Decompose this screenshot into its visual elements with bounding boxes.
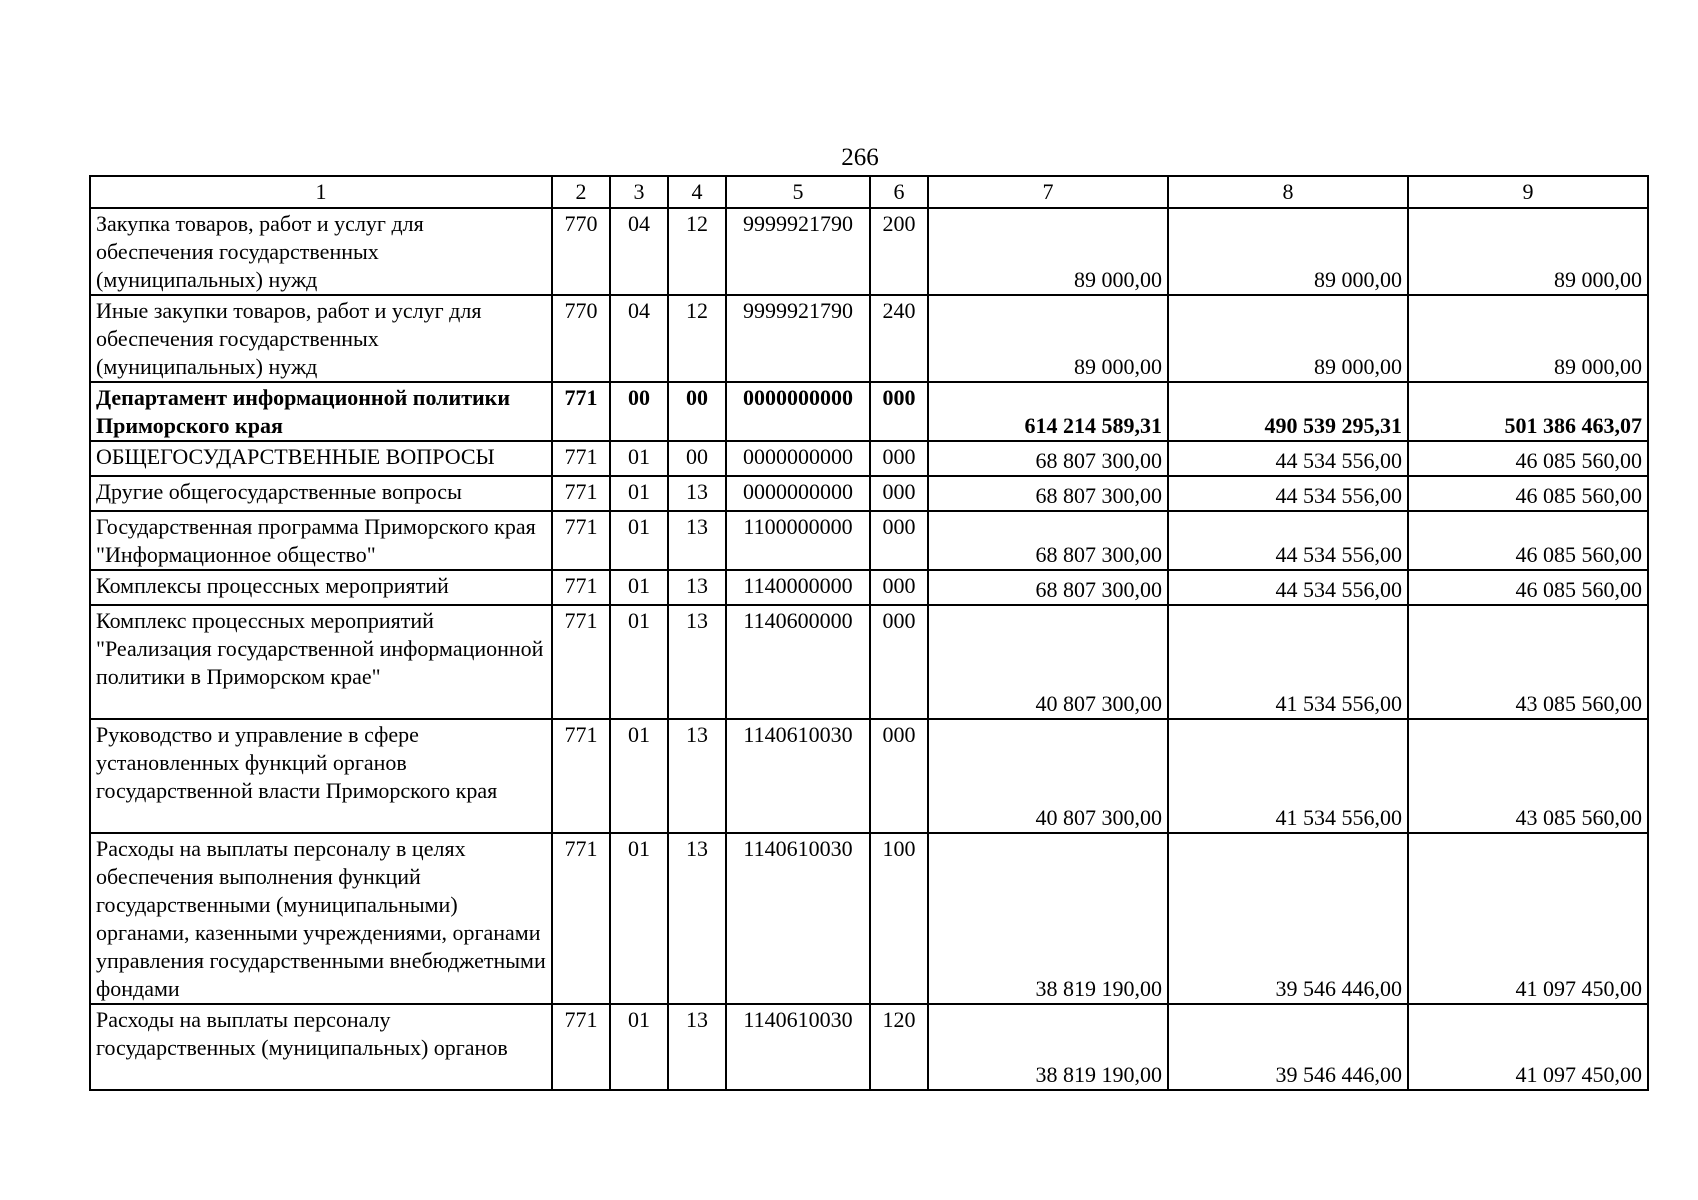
row-ministry-code: 770 <box>552 208 610 295</box>
row-target-code: 1140610030 <box>726 1004 870 1090</box>
row-name: Другие общегосударственные вопросы <box>90 476 552 511</box>
row-amount-col-9: 43 085 560,00 <box>1408 719 1648 833</box>
row-section-code: 00 <box>610 382 668 441</box>
row-amount-col-7: 38 819 190,00 <box>928 833 1168 1004</box>
row-subsection-code: 13 <box>668 1004 726 1090</box>
table-header <box>90 176 1648 208</box>
row-section-code: 01 <box>610 476 668 511</box>
table-row <box>90 570 1648 605</box>
row-name: Комплекс процессных мероприятий "Реализация государственной информационной политики в Приморском крае" <box>90 605 552 719</box>
header-col-7: 7 <box>928 176 1168 208</box>
row-target-code: 1140610030 <box>726 833 870 1004</box>
row-name: Департамент информационной политики Приморского края <box>90 382 552 441</box>
row-amount-col-7: 89 000,00 <box>928 295 1168 382</box>
row-subsection-code: 13 <box>668 605 726 719</box>
table-row <box>90 719 1648 833</box>
row-ministry-code: 771 <box>552 833 610 1004</box>
row-ministry-code: 771 <box>552 511 610 570</box>
row-ministry-code: 771 <box>552 570 610 605</box>
row-amount-col-9: 46 085 560,00 <box>1408 511 1648 570</box>
row-amount-col-8: 41 534 556,00 <box>1168 719 1408 833</box>
row-amount-col-9: 89 000,00 <box>1408 208 1648 295</box>
row-amount-col-7: 40 807 300,00 <box>928 719 1168 833</box>
row-expense-type-code: 000 <box>870 719 928 833</box>
row-subsection-code: 00 <box>668 441 726 476</box>
row-expense-type-code: 000 <box>870 382 928 441</box>
row-amount-col-9: 89 000,00 <box>1408 295 1648 382</box>
row-expense-type-code: 000 <box>870 511 928 570</box>
row-subsection-code: 13 <box>668 511 726 570</box>
table-body <box>90 208 1648 1090</box>
row-name: Закупка товаров, работ и услуг для обеспечения государственных (муниципальных) нужд <box>90 208 552 295</box>
table-row <box>90 511 1648 570</box>
row-subsection-code: 13 <box>668 833 726 1004</box>
row-name: Иные закупки товаров, работ и услуг для обеспечения государственных (муниципальных) нужд <box>90 295 552 382</box>
row-section-code: 04 <box>610 208 668 295</box>
row-name: Расходы на выплаты персоналу в целях обеспечения выполнения функций государственными (муниципальными) органами, казенными учреждениями, органами управления государственными внебюджетными фондами <box>90 833 552 1004</box>
row-amount-col-9: 46 085 560,00 <box>1408 570 1648 605</box>
header-col-4: 4 <box>668 176 726 208</box>
row-subsection-code: 12 <box>668 295 726 382</box>
row-amount-col-7: 68 807 300,00 <box>928 570 1168 605</box>
row-name: Комплексы процессных мероприятий <box>90 570 552 605</box>
row-section-code: 01 <box>610 511 668 570</box>
row-target-code: 0000000000 <box>726 441 870 476</box>
row-ministry-code: 771 <box>552 719 610 833</box>
row-expense-type-code: 000 <box>870 605 928 719</box>
table-row <box>90 382 1648 441</box>
row-amount-col-8: 89 000,00 <box>1168 295 1408 382</box>
row-expense-type-code: 120 <box>870 1004 928 1090</box>
row-name: Расходы на выплаты персоналу государственных (муниципальных) органов <box>90 1004 552 1090</box>
row-section-code: 04 <box>610 295 668 382</box>
row-section-code: 01 <box>610 441 668 476</box>
row-section-code: 01 <box>610 833 668 1004</box>
row-expense-type-code: 200 <box>870 208 928 295</box>
row-amount-col-7: 89 000,00 <box>928 208 1168 295</box>
row-amount-col-7: 68 807 300,00 <box>928 476 1168 511</box>
row-amount-col-8: 39 546 446,00 <box>1168 1004 1408 1090</box>
row-amount-col-8: 44 534 556,00 <box>1168 441 1408 476</box>
row-name: ОБЩЕГОСУДАРСТВЕННЫЕ ВОПРОСЫ <box>90 441 552 476</box>
row-expense-type-code: 000 <box>870 570 928 605</box>
table-row <box>90 476 1648 511</box>
row-subsection-code: 13 <box>668 476 726 511</box>
row-subsection-code: 00 <box>668 382 726 441</box>
row-name: Руководство и управление в сфере установленных функций органов государственной власти Приморского края <box>90 719 552 833</box>
row-target-code: 1140000000 <box>726 570 870 605</box>
row-ministry-code: 770 <box>552 295 610 382</box>
row-target-code: 9999921790 <box>726 295 870 382</box>
row-expense-type-code: 100 <box>870 833 928 1004</box>
row-section-code: 01 <box>610 1004 668 1090</box>
row-amount-col-8: 89 000,00 <box>1168 208 1408 295</box>
header-col-6: 6 <box>870 176 928 208</box>
table-row <box>90 441 1648 476</box>
row-ministry-code: 771 <box>552 382 610 441</box>
row-amount-col-9: 501 386 463,07 <box>1408 382 1648 441</box>
table-row <box>90 1004 1648 1090</box>
row-ministry-code: 771 <box>552 605 610 719</box>
row-amount-col-8: 39 546 446,00 <box>1168 833 1408 1004</box>
header-col-8: 8 <box>1168 176 1408 208</box>
row-target-code: 1140610030 <box>726 719 870 833</box>
row-ministry-code: 771 <box>552 1004 610 1090</box>
row-ministry-code: 771 <box>552 476 610 511</box>
row-subsection-code: 13 <box>668 719 726 833</box>
row-amount-col-8: 44 534 556,00 <box>1168 476 1408 511</box>
row-amount-col-8: 490 539 295,31 <box>1168 382 1408 441</box>
row-target-code: 1100000000 <box>726 511 870 570</box>
row-amount-col-9: 41 097 450,00 <box>1408 833 1648 1004</box>
row-amount-col-9: 46 085 560,00 <box>1408 476 1648 511</box>
header-col-5: 5 <box>726 176 870 208</box>
row-subsection-code: 13 <box>668 570 726 605</box>
row-target-code: 0000000000 <box>726 382 870 441</box>
row-amount-col-7: 40 807 300,00 <box>928 605 1168 719</box>
budget-table <box>89 175 1649 1091</box>
header-col-1: 1 <box>90 176 552 208</box>
row-section-code: 01 <box>610 570 668 605</box>
header-col-9: 9 <box>1408 176 1648 208</box>
row-expense-type-code: 240 <box>870 295 928 382</box>
row-target-code: 0000000000 <box>726 476 870 511</box>
row-target-code: 1140600000 <box>726 605 870 719</box>
row-ministry-code: 771 <box>552 441 610 476</box>
row-amount-col-7: 38 819 190,00 <box>928 1004 1168 1090</box>
table-row <box>90 208 1648 295</box>
row-section-code: 01 <box>610 605 668 719</box>
row-subsection-code: 12 <box>668 208 726 295</box>
table-row <box>90 295 1648 382</box>
row-amount-col-9: 41 097 450,00 <box>1408 1004 1648 1090</box>
row-amount-col-7: 68 807 300,00 <box>928 511 1168 570</box>
header-col-2: 2 <box>552 176 610 208</box>
header-row <box>90 176 1648 208</box>
page-number: 266 <box>841 144 879 171</box>
row-amount-col-8: 44 534 556,00 <box>1168 511 1408 570</box>
row-amount-col-9: 43 085 560,00 <box>1408 605 1648 719</box>
row-amount-col-9: 46 085 560,00 <box>1408 441 1648 476</box>
table-row <box>90 833 1648 1004</box>
row-expense-type-code: 000 <box>870 441 928 476</box>
row-amount-col-7: 68 807 300,00 <box>928 441 1168 476</box>
row-target-code: 9999921790 <box>726 208 870 295</box>
header-col-3: 3 <box>610 176 668 208</box>
row-section-code: 01 <box>610 719 668 833</box>
row-name: Государственная программа Приморского края "Информационное общество" <box>90 511 552 570</box>
row-amount-col-8: 41 534 556,00 <box>1168 605 1408 719</box>
row-amount-col-7: 614 214 589,31 <box>928 382 1168 441</box>
table-row <box>90 605 1648 719</box>
row-amount-col-8: 44 534 556,00 <box>1168 570 1408 605</box>
row-expense-type-code: 000 <box>870 476 928 511</box>
